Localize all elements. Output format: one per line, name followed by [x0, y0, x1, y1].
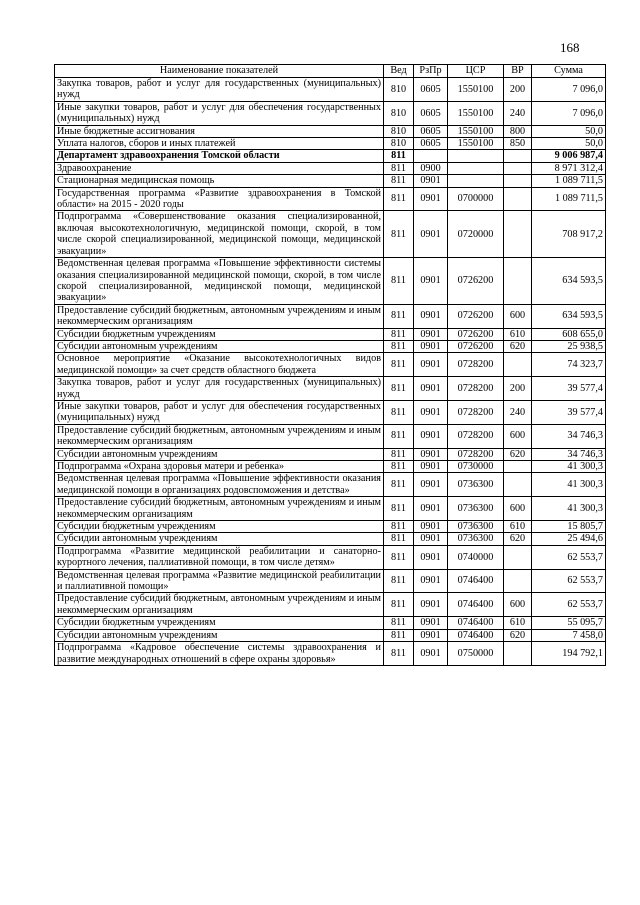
- row-name-cell: Предоставление субсидий бюджетным, автономным учреждениям и иным некоммерческим организациям: [55, 497, 384, 521]
- row-name-cell: Субсидии автономным учреждениям: [55, 533, 384, 545]
- row-csr-cell: [448, 175, 504, 187]
- row-vr-cell: 200: [504, 377, 532, 401]
- table-row: [55, 642, 606, 666]
- row-rzpr-cell: 0901: [414, 617, 448, 629]
- row-sum-cell: 62 553,7: [532, 569, 606, 593]
- row-rzpr-cell: 0901: [414, 642, 448, 666]
- row-ved-cell: 811: [384, 150, 414, 162]
- row-name-cell: Ведомственная целевая программа «Развитие медицинской реабилитации и паллиативной помощи»: [55, 569, 384, 593]
- row-name-cell: Субсидии бюджетным учреждениям: [55, 617, 384, 629]
- row-vr-cell: [504, 642, 532, 666]
- row-name-cell: Иные закупки товаров, работ и услуг для обеспечения государственных (муниципальных) нужд: [55, 101, 384, 125]
- row-vr-cell: 620: [504, 340, 532, 352]
- row-ved-cell: 811: [384, 377, 414, 401]
- row-name-cell: Субсидии автономным учреждениям: [55, 448, 384, 460]
- row-rzpr-cell: 0901: [414, 545, 448, 569]
- row-sum-cell: 7 096,0: [532, 101, 606, 125]
- row-rzpr-cell: 0901: [414, 211, 448, 258]
- row-sum-cell: 50,0: [532, 138, 606, 150]
- header-sum: Сумма: [532, 65, 606, 78]
- row-rzpr-cell: 0901: [414, 497, 448, 521]
- row-ved-cell: 811: [384, 629, 414, 641]
- row-sum-cell: 55 095,7: [532, 617, 606, 629]
- row-vr-cell: 620: [504, 629, 532, 641]
- table-row: [55, 78, 606, 102]
- row-vr-cell: 200: [504, 78, 532, 102]
- row-ved-cell: 811: [384, 400, 414, 424]
- row-sum-cell: 74 323,7: [532, 353, 606, 377]
- row-sum-cell: 1 089 711,5: [532, 187, 606, 211]
- table-row: [55, 461, 606, 473]
- table-row: [55, 340, 606, 352]
- row-name-cell: Предоставление субсидий бюджетным, автономным учреждениям и иным некоммерческим организациям: [55, 593, 384, 617]
- row-csr-cell: 0736300: [448, 473, 504, 497]
- row-rzpr-cell: 0900: [414, 162, 448, 174]
- table-header-row: [55, 65, 606, 78]
- table-row: [55, 533, 606, 545]
- row-name-cell: Подпрограмма «Охрана здоровья матери и ребенка»: [55, 461, 384, 473]
- row-sum-cell: 608 655,0: [532, 328, 606, 340]
- row-csr-cell: 1550100: [448, 101, 504, 125]
- row-sum-cell: 15 805,7: [532, 521, 606, 533]
- row-ved-cell: 811: [384, 258, 414, 305]
- row-sum-cell: 62 553,7: [532, 545, 606, 569]
- row-name-cell: Уплата налогов, сборов и иных платежей: [55, 138, 384, 150]
- row-ved-cell: 811: [384, 353, 414, 377]
- row-vr-cell: 620: [504, 533, 532, 545]
- row-ved-cell: 810: [384, 101, 414, 125]
- budget-table: [54, 64, 606, 666]
- row-csr-cell: 0700000: [448, 187, 504, 211]
- row-vr-cell: 610: [504, 521, 532, 533]
- row-ved-cell: 811: [384, 162, 414, 174]
- table-row: [55, 211, 606, 258]
- table-row: [55, 175, 606, 187]
- row-sum-cell: 39 577,4: [532, 377, 606, 401]
- row-csr-cell: 0726200: [448, 258, 504, 305]
- row-rzpr-cell: 0605: [414, 101, 448, 125]
- row-rzpr-cell: 0901: [414, 424, 448, 448]
- row-name-cell: Закупка товаров, работ и услуг для государственных (муниципальных) нужд: [55, 78, 384, 102]
- table-row: [55, 629, 606, 641]
- row-rzpr-cell: 0901: [414, 473, 448, 497]
- table-row: [55, 162, 606, 174]
- row-vr-cell: [504, 461, 532, 473]
- row-csr-cell: 0726200: [448, 340, 504, 352]
- row-ved-cell: 811: [384, 642, 414, 666]
- row-ved-cell: 810: [384, 78, 414, 102]
- row-vr-cell: [504, 473, 532, 497]
- page-number: 168: [560, 40, 580, 55]
- row-ved-cell: 811: [384, 569, 414, 593]
- row-name-cell: Основное мероприятие «Оказание высокотехнологичных видов медицинской помощи» за счет средств областного бюджета: [55, 353, 384, 377]
- row-csr-cell: 0726200: [448, 304, 504, 328]
- table-row: [55, 377, 606, 401]
- row-sum-cell: 7 458,0: [532, 629, 606, 641]
- row-vr-cell: 800: [504, 125, 532, 137]
- row-sum-cell: 9 006 987,4: [532, 150, 606, 162]
- row-rzpr-cell: 0605: [414, 78, 448, 102]
- table-row: [55, 521, 606, 533]
- row-ved-cell: 811: [384, 617, 414, 629]
- row-csr-cell: 0746400: [448, 629, 504, 641]
- row-sum-cell: 25 494,6: [532, 533, 606, 545]
- row-rzpr-cell: 0901: [414, 377, 448, 401]
- row-name-cell: Субсидии автономным учреждениям: [55, 340, 384, 352]
- row-ved-cell: 811: [384, 175, 414, 187]
- row-rzpr-cell: 0901: [414, 400, 448, 424]
- row-vr-cell: [504, 545, 532, 569]
- row-ved-cell: 811: [384, 593, 414, 617]
- row-name-cell: Стационарная медицинская помощь: [55, 175, 384, 187]
- row-rzpr-cell: 0901: [414, 187, 448, 211]
- table-row: [55, 473, 606, 497]
- row-csr-cell: 0736300: [448, 533, 504, 545]
- table-row: [55, 138, 606, 150]
- row-vr-cell: 240: [504, 400, 532, 424]
- row-name-cell: Подпрограмма «Кадровое обеспечение системы здравоохранения и развитие международных отношений в сфере охраны здоровья»: [55, 642, 384, 666]
- row-name-cell: Подпрограмма «Совершенствование оказания специализированной, включая высокотехнологичную, медицинской помощи, скорой, в том числе скорой специализированной, медицинской помощи, медицинской эвакуации»: [55, 211, 384, 258]
- row-csr-cell: [448, 150, 504, 162]
- row-csr-cell: 1550100: [448, 138, 504, 150]
- row-sum-cell: 1 089 711,5: [532, 175, 606, 187]
- row-csr-cell: 0736300: [448, 521, 504, 533]
- row-csr-cell: 0736300: [448, 497, 504, 521]
- header-csr: ЦСР: [448, 65, 504, 78]
- row-sum-cell: 34 746,3: [532, 424, 606, 448]
- row-csr-cell: 0728200: [448, 400, 504, 424]
- row-csr-cell: 0720000: [448, 211, 504, 258]
- row-sum-cell: 634 593,5: [532, 258, 606, 305]
- row-name-cell: Закупка товаров, работ и услуг для государственных (муниципальных) нужд: [55, 377, 384, 401]
- row-ved-cell: 811: [384, 497, 414, 521]
- row-ved-cell: 811: [384, 521, 414, 533]
- row-csr-cell: 0728200: [448, 448, 504, 460]
- row-csr-cell: 0746400: [448, 617, 504, 629]
- row-vr-cell: 850: [504, 138, 532, 150]
- row-vr-cell: 600: [504, 424, 532, 448]
- table-row: [55, 258, 606, 305]
- row-ved-cell: 811: [384, 545, 414, 569]
- row-csr-cell: 0750000: [448, 642, 504, 666]
- header-vr: ВР: [504, 65, 532, 78]
- header-ved: Вед: [384, 65, 414, 78]
- row-name-cell: Иные закупки товаров, работ и услуг для обеспечения государственных (муниципальных) нужд: [55, 400, 384, 424]
- table-row: [55, 593, 606, 617]
- row-rzpr-cell: [414, 150, 448, 162]
- row-rzpr-cell: 0901: [414, 629, 448, 641]
- row-name-cell: Субсидии бюджетным учреждениям: [55, 328, 384, 340]
- row-vr-cell: [504, 187, 532, 211]
- table-row: [55, 400, 606, 424]
- row-ved-cell: 811: [384, 304, 414, 328]
- table-row: [55, 545, 606, 569]
- row-csr-cell: 0746400: [448, 569, 504, 593]
- header-name: Наименование показателей: [55, 65, 384, 78]
- table-row: [55, 569, 606, 593]
- row-sum-cell: 62 553,7: [532, 593, 606, 617]
- row-sum-cell: 7 096,0: [532, 78, 606, 102]
- row-sum-cell: 50,0: [532, 125, 606, 137]
- row-sum-cell: 8 971 312,4: [532, 162, 606, 174]
- row-ved-cell: 811: [384, 187, 414, 211]
- row-csr-cell: 0746400: [448, 593, 504, 617]
- table-row: [55, 617, 606, 629]
- row-vr-cell: [504, 175, 532, 187]
- row-rzpr-cell: 0901: [414, 353, 448, 377]
- row-csr-cell: 0726200: [448, 328, 504, 340]
- row-sum-cell: 34 746,3: [532, 448, 606, 460]
- row-csr-cell: 0730000: [448, 461, 504, 473]
- row-csr-cell: 0728200: [448, 353, 504, 377]
- table-row: [55, 497, 606, 521]
- row-name-cell: Здравоохранение: [55, 162, 384, 174]
- row-vr-cell: 600: [504, 304, 532, 328]
- row-csr-cell: 1550100: [448, 78, 504, 102]
- row-vr-cell: 240: [504, 101, 532, 125]
- row-csr-cell: 0728200: [448, 377, 504, 401]
- row-name-cell: Департамент здравоохранения Томской области: [55, 150, 384, 162]
- row-ved-cell: 810: [384, 138, 414, 150]
- row-name-cell: Предоставление субсидий бюджетным, автономным учреждениям и иным некоммерческим организациям: [55, 424, 384, 448]
- row-rzpr-cell: 0605: [414, 125, 448, 137]
- row-name-cell: Подпрограмма «Развитие медицинской реабилитации и санаторно-курортного лечения, паллиативной помощи, в том числе детям»: [55, 545, 384, 569]
- row-rzpr-cell: 0901: [414, 533, 448, 545]
- row-sum-cell: 41 300,3: [532, 497, 606, 521]
- row-name-cell: Предоставление субсидий бюджетным, автономным учреждениям и иным некоммерческим организациям: [55, 304, 384, 328]
- row-ved-cell: 811: [384, 424, 414, 448]
- row-rzpr-cell: 0901: [414, 328, 448, 340]
- table-row: [55, 125, 606, 137]
- table-row: [55, 304, 606, 328]
- row-rzpr-cell: 0901: [414, 304, 448, 328]
- table-row: [55, 328, 606, 340]
- row-vr-cell: [504, 211, 532, 258]
- row-sum-cell: 41 300,3: [532, 461, 606, 473]
- row-vr-cell: [504, 258, 532, 305]
- row-vr-cell: [504, 353, 532, 377]
- row-sum-cell: 634 593,5: [532, 304, 606, 328]
- row-ved-cell: 811: [384, 461, 414, 473]
- row-ved-cell: 811: [384, 211, 414, 258]
- row-name-cell: Субсидии бюджетным учреждениям: [55, 521, 384, 533]
- row-vr-cell: 600: [504, 593, 532, 617]
- row-ved-cell: 811: [384, 328, 414, 340]
- row-ved-cell: 810: [384, 125, 414, 137]
- row-name-cell: Иные бюджетные ассигнования: [55, 125, 384, 137]
- row-vr-cell: [504, 569, 532, 593]
- row-sum-cell: 41 300,3: [532, 473, 606, 497]
- row-rzpr-cell: 0901: [414, 258, 448, 305]
- row-rzpr-cell: 0901: [414, 340, 448, 352]
- row-csr-cell: 0740000: [448, 545, 504, 569]
- row-name-cell: Государственная программа «Развитие здравоохранения в Томской области» на 2015 - 2020 годы: [55, 187, 384, 211]
- row-rzpr-cell: 0901: [414, 593, 448, 617]
- row-ved-cell: 811: [384, 533, 414, 545]
- row-rzpr-cell: 0901: [414, 448, 448, 460]
- row-sum-cell: 39 577,4: [532, 400, 606, 424]
- row-rzpr-cell: 0605: [414, 138, 448, 150]
- table-row: [55, 101, 606, 125]
- row-name-cell: Ведомственная целевая программа «Повышение эффективности системы оказания специализированной медицинской помощи, скорой, в том числе скорой специализированной, медицинской помощи, медицинской эвакуации»: [55, 258, 384, 305]
- row-csr-cell: 0728200: [448, 424, 504, 448]
- row-vr-cell: 610: [504, 617, 532, 629]
- table-row: [55, 448, 606, 460]
- row-ved-cell: 811: [384, 448, 414, 460]
- row-csr-cell: [448, 162, 504, 174]
- row-vr-cell: 620: [504, 448, 532, 460]
- row-rzpr-cell: 0901: [414, 521, 448, 533]
- row-sum-cell: 25 938,5: [532, 340, 606, 352]
- row-sum-cell: 708 917,2: [532, 211, 606, 258]
- row-ved-cell: 811: [384, 473, 414, 497]
- row-ved-cell: 811: [384, 340, 414, 352]
- row-vr-cell: 610: [504, 328, 532, 340]
- row-rzpr-cell: 0901: [414, 175, 448, 187]
- row-vr-cell: [504, 162, 532, 174]
- row-name-cell: Ведомственная целевая программа «Повышение эффективности оказания медицинской помощи в организациях родовспоможения и детства»: [55, 473, 384, 497]
- table-row: [55, 353, 606, 377]
- row-vr-cell: [504, 150, 532, 162]
- table-row: [55, 424, 606, 448]
- row-rzpr-cell: 0901: [414, 569, 448, 593]
- row-csr-cell: 1550100: [448, 125, 504, 137]
- header-rzpr: РзПр: [414, 65, 448, 78]
- table-row: [55, 150, 606, 162]
- row-rzpr-cell: 0901: [414, 461, 448, 473]
- row-vr-cell: 600: [504, 497, 532, 521]
- row-sum-cell: 194 792,1: [532, 642, 606, 666]
- table-row: [55, 187, 606, 211]
- row-name-cell: Субсидии автономным учреждениям: [55, 629, 384, 641]
